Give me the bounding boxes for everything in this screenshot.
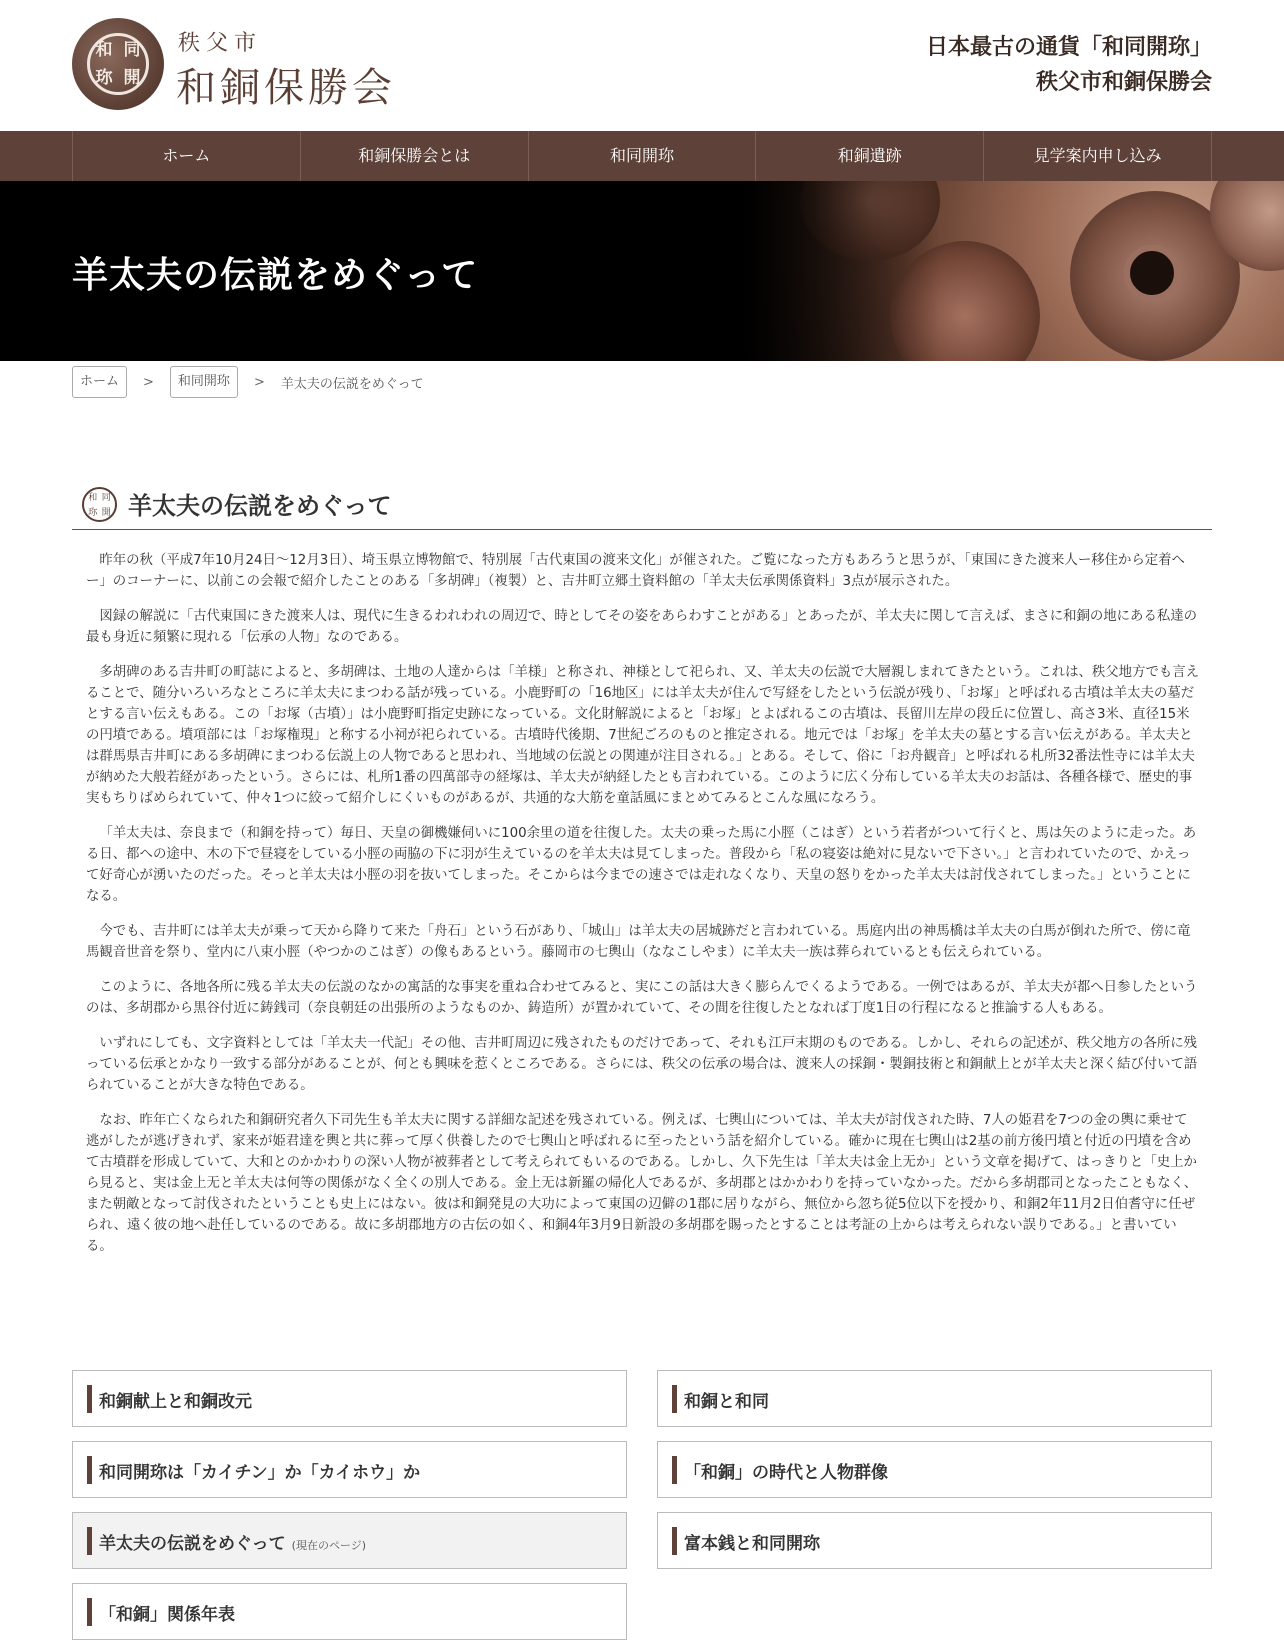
related-links xyxy=(72,1370,1212,1640)
site-logo[interactable] xyxy=(72,18,452,113)
logo-name: 和銅保勝会 xyxy=(176,65,396,111)
article-paragraph: 「羊太夫は、奈良まで（和銅を持って）毎日、天皇の御機嫌伺いに100余里の道を往復した。太夫の乗った馬に小脛（こはぎ）という若者がついて行くと、馬は矢のように走った。ある日、都への途中、木の下で昼寝をしている小脛の両脇の下に羽が生えているのを羊太夫は見てしまった。普段から「私の寝姿は絶対に見ないで下さい。」と言われていたので、かえって好奇心が湧いたのだった。そっと羊太夫は小脛の羽を抜いてしまった。そこからは今までの速さでは走れなくなり、天皇の怒りをかった羊太夫は討伐されてしまった。」ということになる。 xyxy=(86,826,1197,904)
breadcrumb xyxy=(72,366,424,398)
nav-item-ruins[interactable]: 和銅遺跡 xyxy=(756,131,984,181)
section-title: 羊太夫の伝説をめぐって xyxy=(128,492,392,520)
related-link-card[interactable]: 和銅献上と和銅改元 xyxy=(72,1370,627,1427)
nav-item-wadokaichin[interactable]: 和同開珎 xyxy=(529,131,757,181)
related-link-card[interactable]: 和銅と和同 xyxy=(657,1370,1212,1427)
nav-item-about[interactable]: 和銅保勝会とは xyxy=(301,131,529,181)
breadcrumb-home[interactable]: ホーム xyxy=(72,366,127,398)
article-paragraph: なお、昨年亡くなられた和銅研究者久下司先生も羊太夫に関する詳細な記述を残されている。例えば、七輿山については、羊太夫が討伐された時、7人の姫君を7つの金の輿に乗せて逃がしたが逃げきれず、家来が姫君達を輿と共に葬って厚く供養したので七輿山と呼ばれるに至ったという話を紹介している。確かに現在七輿山は2基の前方後円墳と付近の円墳を含めて古墳群を形成していて、大和とのかかわりの深い人物が被葬者として考えられてもいるのである。しかし、久下先生は「羊太夫は金上无か」という文章を掲げて、はっきりと「史上から見ると、実は金上无と羊太夫は何等の関係がなく全くの別人である。金上无は新羅の帰化人であるが、多胡郡とはかかわりを持っていなかった。だから多胡郡司となったこともなく、また朝敵となって討伐されたということも史上にはない。彼は和銅発見の大功によって東国の辺僻の1郡に居りながら、無位から忽ち従5位以下を授かり、和銅2年11月2日伯耆守に任ぜられ、遠く彼の地へ赴任しているのである。故に多胡郡地方の古伝の如く、和銅4年3月9日新設の多胡郡を賜ったとすることは考証の上からは考えられない誤りである。」と書いている。 xyxy=(86,1113,1198,1254)
article-paragraph: いずれにしても、文字資料としては「羊太夫一代記」その他、吉井町周辺に残されたものだけであって、それも江戸末期のものである。しかし、それらの記述が、秩父地方の各所に残っている伝承とかなり一致する部分があることが、何とも興味を惹くところである。さらには、秩父の伝承の場合は、渡来人の採銅・製銅技術と和銅献上とが羊太夫と深く結び付いて語られていることが大きな特色である。 xyxy=(86,1036,1198,1093)
article-paragraph: このように、各地各所に残る羊太夫の伝説のなかの寓話的な事実を重ね合わせてみると、実にこの話は大きく膨らんでくるようである。一例ではあるが、羊太夫が都へ日参したというのは、多胡郡から黒谷付近に鋳銭司（奈良朝廷の出張所のようなものか、鋳造所）が置かれていて、その間を往復したとなれば丁度1日の行程になると推論する人もある。 xyxy=(86,980,1198,1016)
article-body xyxy=(86,550,1200,1271)
breadcrumb-separator: > xyxy=(143,374,154,390)
current-page-note: (現在のページ) xyxy=(291,1539,367,1552)
related-link-card[interactable]: 和同開珎は「カイチン」か「カイホウ」か xyxy=(72,1441,627,1498)
breadcrumb-separator: > xyxy=(253,374,265,390)
breadcrumb-current: 羊太夫の伝説をめぐって xyxy=(280,376,424,392)
tagline-line1: 日本最古の通貨「和同開珎」 xyxy=(925,35,1212,60)
site-header xyxy=(0,0,1284,131)
tagline-line2: 秩父市和銅保勝会 xyxy=(1035,70,1212,95)
related-link-card[interactable]: 富本銭と和同開珎 xyxy=(657,1512,1212,1569)
wadokaichin-coin-icon: 和 同 珎 開 xyxy=(82,487,117,522)
nav-item-home[interactable]: ホーム xyxy=(73,131,301,181)
section-heading xyxy=(72,480,1212,530)
page-title: 羊太夫の伝説をめぐって xyxy=(72,255,479,296)
hero-banner xyxy=(0,181,1284,361)
breadcrumb-parent[interactable]: 和同開珎 xyxy=(170,366,238,398)
logo-city: 秩父市 xyxy=(178,31,263,56)
wadokaichin-seal-icon: 和 同 珎 開 xyxy=(72,18,164,110)
related-link-card-current[interactable]: 羊太夫の伝説をめぐって (現在のページ) xyxy=(72,1512,627,1569)
article-paragraph: 図録の解説に「古代東国にきた渡来人は、現代に生きるわれわれの周辺で、時としてその姿をあらわすことがある」とあったが、羊太夫に関して言えば、まさに和銅の地にある私達の最も身近に頻繁に現れる「伝承の人物」なのである。 xyxy=(86,609,1198,645)
related-link-card[interactable]: 「和銅」の時代と人物群像 xyxy=(657,1441,1212,1498)
header-tagline xyxy=(926,30,1212,100)
article-paragraph: 今でも、吉井町には羊太夫が乗って天から降りて来た「舟石」という石があり、「城山」は羊太夫の居城跡だと言われている。馬庭内出の神馬橋は羊太夫の白馬が倒れた所で、傍に竜馬観音世音を祭り、堂内に八束小脛（やつかのこはぎ）の像もあるという。藤岡市の七輿山（ななこしやま）に羊太夫一族は葬られているとも伝えられている。 xyxy=(86,924,1191,960)
global-nav xyxy=(0,131,1284,181)
nav-item-tour-request[interactable]: 見学案内申し込み xyxy=(984,131,1212,181)
related-link-card[interactable]: 「和銅」関係年表 xyxy=(72,1583,627,1640)
article-paragraph: 昨年の秋（平成7年10月24日〜12月3日）、埼玉県立博物館で、特別展「古代東国の渡来文化」が催された。ご覧になった方もあろうと思うが、「東国にきた渡来人ー移住から定着へー」のコーナーに、以前この会報で紹介したことのある「多胡碑」（複製）と、吉井町立郷土資料館の「羊太夫伝承関係資料」3点が展示された。 xyxy=(86,553,1185,589)
article-paragraph: 多胡碑のある吉井町の町誌によると、多胡碑は、土地の人達からは「羊様」と称され、神様として祀られ、又、羊太夫の伝説で大層親しまれてきたという。これは、秩父地方でも言えることで、随分いろいろなところに羊太夫にまつわる話が残っている。小鹿野町の「16地区」には羊太夫が住んで写経をしたという伝説が残り、「お塚」と呼ばれる古墳は羊太夫の墓だとする言い伝えもある。この「お塚（古墳）」は小鹿野町指定史跡になっている。文化財解説によると「お塚」とよばれるこの古墳は、長留川左岸の段丘に位置し、高さ3米、直径15米の円墳である。墳項部には「お塚権現」と称する小祠が祀られている。古墳時代後期、7世紀ごろのものと推定される。地元では「お塚」を羊太夫の墓とする言い伝えがある。羊太夫とは群馬県吉井町にある多胡碑にまつわる伝説上の人物であると思われ、当地域の伝説との関連が注目される。」とある。そして、俗に「お舟観音」と呼ばれる札所32番法性寺には羊太夫が納めた大般若経があったという。さらには、札所1番の四萬部寺の経塚は、羊太夫が納経したとも言われている。このように広く分布している羊太夫のお話は、各種各様で、歴史的事実もちりばめられていて、仲々1つに絞って紹介しにくいものがあるが、共通的な大筋を童話風にまとめてみるとこんな風になろう。 xyxy=(86,665,1200,806)
